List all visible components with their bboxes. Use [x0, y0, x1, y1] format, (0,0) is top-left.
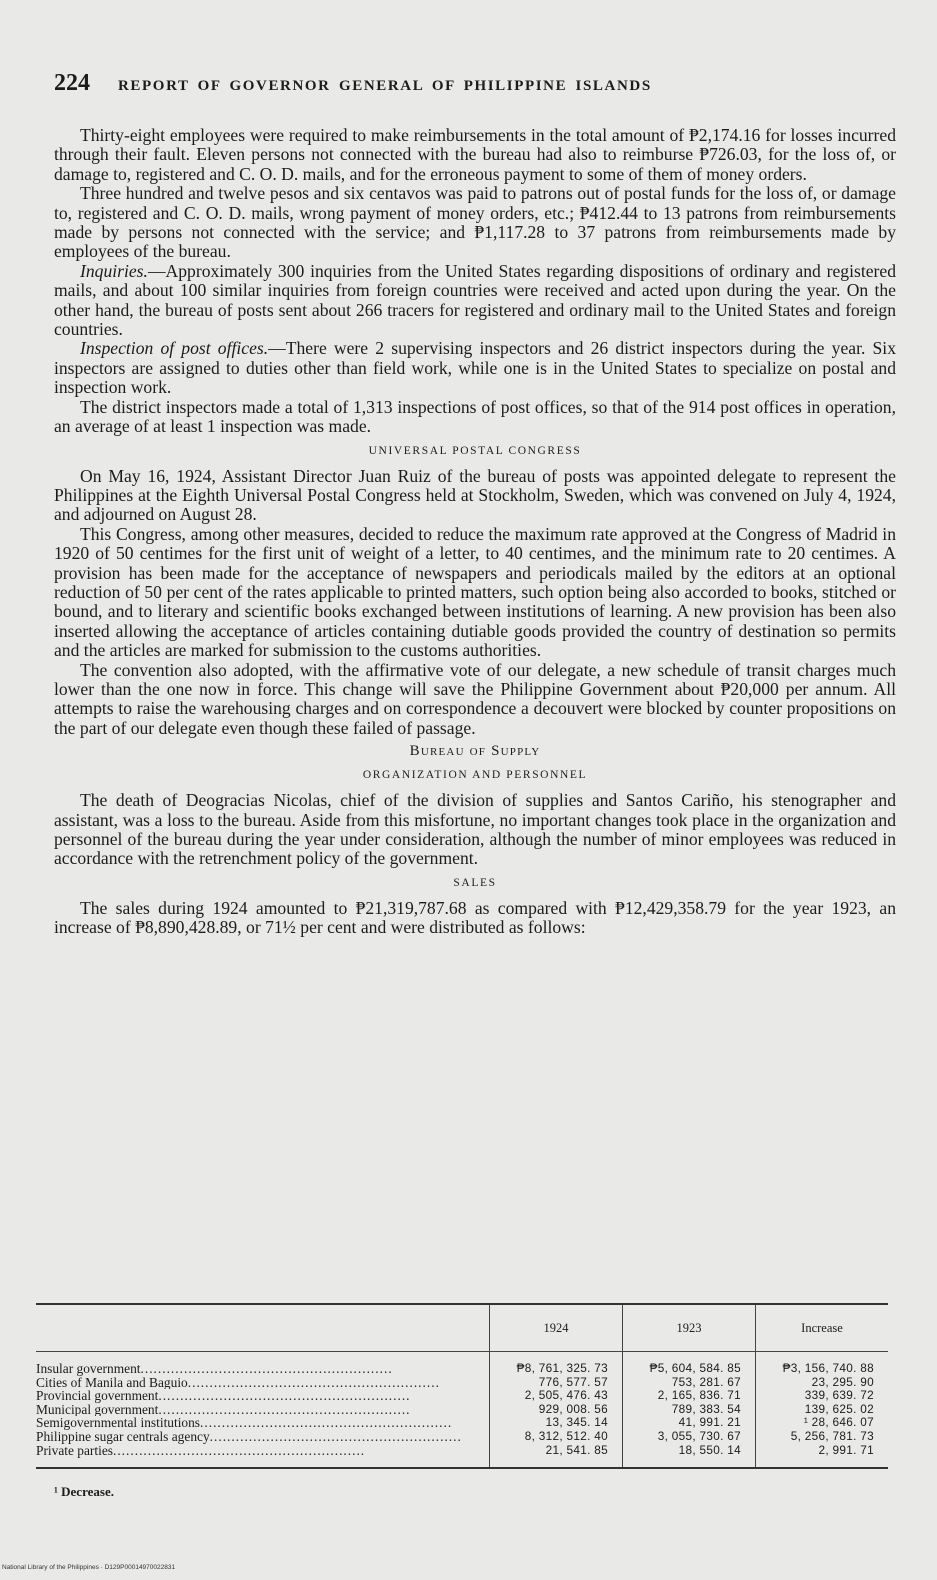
- paragraph-text: —There were 2 supervising inspectors and 26 district inspectors during the year. Six inspectors are assigned to duties other than field work, while one is in the United States to specialize on postal and inspection work.: [54, 338, 896, 398]
- table-header-blank: [36, 1305, 490, 1352]
- paragraph: This Congress, among other measures, decided to reduce the maximum rate approved at the Congress of Madrid in 1920 of 50 centimes for the first unit of weight of a letter, to 40 centimes, and the minimum rate to 20 centimes. A provision has been made for the acceptance of newspapers and periodicals mailed by the editors at an optional reduction of 50 per cent of the rates applicable to printed matters, such option being also accorded to books, stitched or bound, and to literary and scientific books exchanged between institutions of learning. A new provision has been also inserted allowing the acceptance of articles containing dutiable goods provided the country of destination so permits and the articles are marked for submission to the customs authorities.: [54, 523, 896, 661]
- column-header-1924: 1924: [490, 1305, 623, 1352]
- section-heading: ORGANIZATION AND PERSONNEL: [362, 769, 588, 782]
- table-footnote: ¹ Decrease.: [54, 1484, 114, 1499]
- bureau-heading: Bureau of Supply: [409, 743, 541, 760]
- table-row: [36, 1403, 888, 1417]
- table-row: [36, 1416, 888, 1430]
- table-header-row: [36, 1305, 888, 1352]
- cell-1924: 21, 541. 85: [490, 1444, 623, 1469]
- running-title: REPORT OF GOVERNOR GENERAL OF PHILIPPINE ISLANDS: [118, 78, 652, 94]
- paragraph: [54, 339, 896, 397]
- cell-increase: ₱3, 156, 740. 88: [756, 1352, 889, 1376]
- cell-1923: ₱5, 604, 584. 85: [623, 1352, 756, 1376]
- cell-increase: 2, 991. 71: [756, 1444, 889, 1469]
- cell-1924: 929, 008. 56: [490, 1403, 623, 1417]
- cell-increase: 5, 256, 781. 73: [756, 1430, 889, 1444]
- sales-table: [36, 1303, 888, 1469]
- page-number: 224: [54, 70, 90, 96]
- row-label: Provincial government..........................................................: [36, 1389, 411, 1403]
- row-label: Philippine sugar centrals agency..........................................................: [36, 1429, 462, 1444]
- column-header-1923: 1923: [623, 1305, 756, 1352]
- paragraph-lead: Inquiries.: [80, 260, 148, 281]
- cell-1923: 41, 991. 21: [623, 1416, 756, 1430]
- cell-1924: 13, 345. 14: [490, 1416, 623, 1430]
- row-label: Cities of Manila and Baguio..........................................................: [36, 1375, 440, 1390]
- table-row: [36, 1389, 888, 1403]
- row-label: Municipal government..........................................................: [36, 1402, 411, 1417]
- cell-1923: 789, 383. 54: [623, 1403, 756, 1417]
- cell-1923: 3, 055, 730. 67: [623, 1430, 756, 1444]
- body-text: [54, 126, 896, 938]
- cell-1924: 2, 505, 476. 43: [490, 1389, 623, 1403]
- section-heading: SALES: [453, 876, 497, 889]
- paragraph: The district inspectors made a total of 1,313 inspections of post offices, so that of the 914 post offices in operation, an average of at least 1 inspection was made.: [54, 396, 896, 437]
- cell-1924: ₱8, 761, 325. 73: [490, 1352, 623, 1376]
- paragraph-text: —Approximately 300 inquiries from the United States regarding dispositions of ordinary and registered mails, and about 100 similar inquiries from foreign countries were received and acted upon during the year. On the other hand, the bureau of posts sent about 266 tracers for registered and ordinary mail to the United States and foreign countries.: [54, 260, 896, 340]
- table-row: [36, 1376, 888, 1390]
- cell-increase: 139, 625. 02: [756, 1403, 889, 1417]
- paragraph: On May 16, 1924, Assistant Director Juan Ruiz of the bureau of posts was appointed delegate to represent the Philippines at the Eighth Universal Postal Congress held at Stockholm, Sweden, which was convened on July 4, 1924, and adjourned on August 28.: [54, 465, 896, 525]
- paragraph: Three hundred and twelve pesos and six centavos was paid to patrons out of postal funds for the loss of, or damage to, registered and C. O. D. mails, wrong payment of money orders, etc.; ₱412.44 to 13 patrons from reimbursements made by persons not connected with the service; and ₱1,117.28 to 37 patrons from reimbursements made by employees of the bureau.: [54, 183, 896, 262]
- section-heading: UNIVERSAL POSTAL CONGRESS: [368, 444, 582, 457]
- cell-increase: 23, 295. 90: [756, 1376, 889, 1390]
- cell-1923: 753, 281. 67: [623, 1376, 756, 1390]
- table-row: [36, 1430, 888, 1444]
- paragraph: Thirty-eight employees were required to make reimbursements in the total amount of ₱2,174.16 for losses incurred through their fault. Eleven persons not connected with the bureau had also to reimburse ₱726.03, for the loss of, or damage to, registered and C. O. D. mails, and for the erroneous payment to some of them of money orders.: [54, 125, 896, 184]
- cell-1924: 8, 312, 512. 40: [490, 1430, 623, 1444]
- cell-1923: 2, 165, 836. 71: [623, 1389, 756, 1403]
- cell-increase: ¹ 28, 646. 07: [756, 1416, 889, 1430]
- paragraph: The sales during 1924 amounted to ₱21,319,787.68 as compared with ₱12,429,358.79 for the year 1923, an increase of ₱8,890,428.89, or 71½ per cent and were distributed as follows:: [54, 897, 896, 938]
- table-row: [36, 1352, 888, 1376]
- page-header: [54, 70, 884, 97]
- row-label: Insular government..........................................................: [36, 1361, 393, 1376]
- cell-increase: 339, 639. 72: [756, 1389, 889, 1403]
- cell-1923: 18, 550. 14: [623, 1444, 756, 1469]
- table-row: [36, 1444, 888, 1469]
- scan-footer: National Library of the Philippines · D129P00014970022831: [2, 1564, 176, 1571]
- row-label: Semigovernmental institutions..........................................................: [36, 1416, 453, 1430]
- paragraph: The death of Deogracias Nicolas, chief of the division of supplies and Santos Cariño, his stenographer and assistant, was a loss to the bureau. Aside from this misfortune, no important changes took place in the organization and personnel of the bureau during the year under consideration, although the number of minor employees was reduced in accordance with the retrenchment policy of the government.: [54, 790, 896, 869]
- paragraph: [54, 262, 896, 340]
- cell-1924: 776, 577. 57: [490, 1376, 623, 1390]
- row-label: Private parties..........................................................: [36, 1444, 490, 1469]
- column-header-increase: Increase: [756, 1305, 889, 1352]
- paragraph: The convention also adopted, with the affirmative vote of our delegate, a new schedule of transit charges much lower than the one now in force. This change will save the Philippine Government about ₱20,000 per annum. All attempts to raise the warehousing charges and on correspondence a decouvert were blocked by counter propositions on the part of our delegate even though these failed of passage.: [54, 659, 896, 738]
- paragraph-lead: Inspection of post offices.: [80, 338, 269, 359]
